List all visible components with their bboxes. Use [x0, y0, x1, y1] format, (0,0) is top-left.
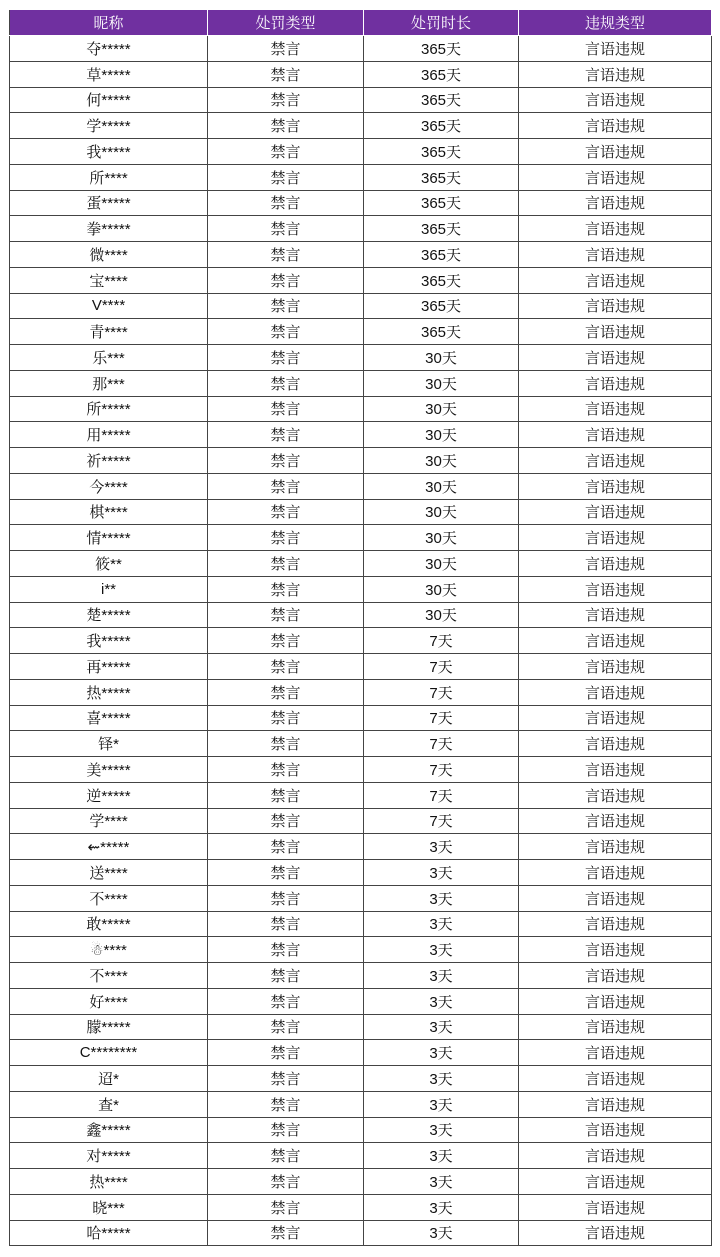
punishment-duration-cell: 3天: [364, 988, 519, 1014]
punishment-duration-cell: 3天: [364, 834, 519, 860]
punishment-duration-cell: 365天: [364, 61, 519, 87]
punishment-duration-cell: 3天: [364, 1143, 519, 1169]
punishment-type-cell: 禁言: [208, 61, 364, 87]
violation-type-cell: 言语违规: [519, 1194, 712, 1220]
punishment-type-cell: 禁言: [208, 1091, 364, 1117]
punishment-type-cell: 禁言: [208, 242, 364, 268]
table-row: [10, 36, 712, 62]
table-row: [10, 473, 712, 499]
punishment-type-cell: 禁言: [208, 139, 364, 165]
punishment-type-cell: 禁言: [208, 1143, 364, 1169]
punishment-duration-cell: 3天: [364, 1194, 519, 1220]
nickname-cell: 夺*****: [10, 36, 208, 62]
nickname-cell: 鑫*****: [10, 1117, 208, 1143]
table-row: [10, 139, 712, 165]
punishment-type-cell: 禁言: [208, 988, 364, 1014]
punishment-duration-cell: 365天: [364, 216, 519, 242]
table-row: [10, 834, 712, 860]
punishment-type-cell: 禁言: [208, 1040, 364, 1066]
table-row: [10, 1220, 712, 1246]
nickname-cell: 敢*****: [10, 911, 208, 937]
punishment-duration-cell: 365天: [364, 36, 519, 62]
table-row: [10, 1040, 712, 1066]
violation-type-cell: 言语违规: [519, 705, 712, 731]
table-row: [10, 216, 712, 242]
violation-type-cell: 言语违规: [519, 602, 712, 628]
table-row: [10, 1014, 712, 1040]
table-row: [10, 911, 712, 937]
punishment-type-cell: 禁言: [208, 113, 364, 139]
punishment-type-cell: 禁言: [208, 525, 364, 551]
nickname-cell: 所*****: [10, 396, 208, 422]
punishment-duration-cell: 365天: [364, 139, 519, 165]
punishment-type-cell: 禁言: [208, 551, 364, 577]
punishment-type-cell: 禁言: [208, 757, 364, 783]
nickname-cell: 我*****: [10, 628, 208, 654]
table-row: [10, 860, 712, 886]
punishment-type-cell: 禁言: [208, 937, 364, 963]
nickname-cell: 那***: [10, 370, 208, 396]
punishment-type-cell: 禁言: [208, 911, 364, 937]
table-row: [10, 422, 712, 448]
nickname-cell: 微****: [10, 242, 208, 268]
table-row: [10, 963, 712, 989]
punishment-duration-cell: 30天: [364, 345, 519, 371]
violation-type-cell: 言语违规: [519, 473, 712, 499]
punishment-duration-cell: 365天: [364, 190, 519, 216]
punishment-duration-cell: 365天: [364, 87, 519, 113]
violation-type-cell: 言语违规: [519, 911, 712, 937]
table-row: [10, 319, 712, 345]
violation-type-cell: 言语违规: [519, 36, 712, 62]
punishment-duration-cell: 30天: [364, 576, 519, 602]
punishment-duration-cell: 30天: [364, 602, 519, 628]
punishment-duration-cell: 7天: [364, 705, 519, 731]
punishment-duration-cell: 30天: [364, 422, 519, 448]
punishment-duration-cell: 3天: [364, 1117, 519, 1143]
nickname-cell: 不****: [10, 885, 208, 911]
table-row: [10, 808, 712, 834]
nickname-cell: 棋****: [10, 499, 208, 525]
punishment-type-cell: 禁言: [208, 293, 364, 319]
punishment-duration-cell: 30天: [364, 551, 519, 577]
punishment-type-cell: 禁言: [208, 834, 364, 860]
punishment-duration-cell: 7天: [364, 654, 519, 680]
nickname-cell: 迢*: [10, 1066, 208, 1092]
violation-type-cell: 言语违规: [519, 782, 712, 808]
punishment-type-cell: 禁言: [208, 267, 364, 293]
violation-type-cell: 言语违规: [519, 1040, 712, 1066]
nickname-cell: 好****: [10, 988, 208, 1014]
header-violation-type: 违规类型: [519, 10, 712, 36]
nickname-cell: 不****: [10, 963, 208, 989]
table-row: [10, 602, 712, 628]
table-row: [10, 1194, 712, 1220]
punishment-type-cell: 禁言: [208, 370, 364, 396]
table-row: [10, 654, 712, 680]
violation-type-cell: 言语违规: [519, 963, 712, 989]
violation-type-cell: 言语违规: [519, 808, 712, 834]
nickname-cell: 晓***: [10, 1194, 208, 1220]
table-row: [10, 1091, 712, 1117]
table-row: [10, 61, 712, 87]
table-row: [10, 1169, 712, 1195]
violation-type-cell: 言语违规: [519, 87, 712, 113]
violation-type-cell: 言语违规: [519, 164, 712, 190]
table-row: [10, 757, 712, 783]
nickname-cell: 宝****: [10, 267, 208, 293]
table-row: [10, 396, 712, 422]
header-nickname: 昵称: [10, 10, 208, 36]
table-row: [10, 1143, 712, 1169]
punishment-duration-cell: 365天: [364, 164, 519, 190]
violation-type-cell: 言语违规: [519, 1091, 712, 1117]
nickname-cell: 再*****: [10, 654, 208, 680]
punishment-type-cell: 禁言: [208, 602, 364, 628]
header-punishment-duration: 处罚时长: [364, 10, 519, 36]
table-row: [10, 705, 712, 731]
table-row: [10, 448, 712, 474]
violation-type-cell: 言语违规: [519, 422, 712, 448]
punishment-duration-cell: 7天: [364, 808, 519, 834]
nickname-cell: C********: [10, 1040, 208, 1066]
punishment-type-cell: 禁言: [208, 448, 364, 474]
table-row: [10, 190, 712, 216]
punishment-table-container: [9, 9, 711, 1246]
violation-type-cell: 言语违规: [519, 216, 712, 242]
punishment-type-cell: 禁言: [208, 679, 364, 705]
punishment-type-cell: 禁言: [208, 576, 364, 602]
punishment-type-cell: 禁言: [208, 87, 364, 113]
punishment-duration-cell: 3天: [364, 860, 519, 886]
nickname-cell: 祈*****: [10, 448, 208, 474]
punishment-table: [9, 9, 712, 1246]
table-row: [10, 551, 712, 577]
nickname-cell: i**: [10, 576, 208, 602]
punishment-duration-cell: 7天: [364, 757, 519, 783]
violation-type-cell: 言语违规: [519, 319, 712, 345]
nickname-cell: 蛋*****: [10, 190, 208, 216]
nickname-cell: ⇜*****: [10, 834, 208, 860]
nickname-cell: 对*****: [10, 1143, 208, 1169]
violation-type-cell: 言语违规: [519, 139, 712, 165]
nickname-cell: 查*: [10, 1091, 208, 1117]
punishment-duration-cell: 365天: [364, 319, 519, 345]
table-row: [10, 782, 712, 808]
punishment-duration-cell: 30天: [364, 370, 519, 396]
violation-type-cell: 言语违规: [519, 267, 712, 293]
nickname-cell: 青****: [10, 319, 208, 345]
table-row: [10, 164, 712, 190]
punishment-type-cell: 禁言: [208, 345, 364, 371]
punishment-duration-cell: 7天: [364, 782, 519, 808]
violation-type-cell: 言语违规: [519, 628, 712, 654]
table-row: [10, 731, 712, 757]
violation-type-cell: 言语违规: [519, 190, 712, 216]
table-row: [10, 885, 712, 911]
table-row: [10, 87, 712, 113]
punishment-type-cell: 禁言: [208, 860, 364, 886]
violation-type-cell: 言语违规: [519, 1014, 712, 1040]
punishment-duration-cell: 30天: [364, 448, 519, 474]
nickname-cell: 乐***: [10, 345, 208, 371]
punishment-duration-cell: 3天: [364, 963, 519, 989]
punishment-duration-cell: 3天: [364, 1091, 519, 1117]
violation-type-cell: 言语违规: [519, 61, 712, 87]
punishment-type-cell: 禁言: [208, 36, 364, 62]
punishment-type-cell: 禁言: [208, 190, 364, 216]
table-header-row: [10, 10, 712, 36]
nickname-cell: 送****: [10, 860, 208, 886]
violation-type-cell: 言语违规: [519, 293, 712, 319]
nickname-cell: 何*****: [10, 87, 208, 113]
punishment-duration-cell: 365天: [364, 113, 519, 139]
violation-type-cell: 言语违规: [519, 988, 712, 1014]
punishment-type-cell: 禁言: [208, 628, 364, 654]
punishment-duration-cell: 7天: [364, 731, 519, 757]
violation-type-cell: 言语违规: [519, 1143, 712, 1169]
violation-type-cell: 言语违规: [519, 345, 712, 371]
table-row: [10, 628, 712, 654]
punishment-duration-cell: 3天: [364, 937, 519, 963]
punishment-duration-cell: 30天: [364, 473, 519, 499]
punishment-duration-cell: 3天: [364, 885, 519, 911]
header-punishment-type: 处罚类型: [208, 10, 364, 36]
table-row: [10, 113, 712, 139]
punishment-duration-cell: 3天: [364, 1040, 519, 1066]
violation-type-cell: 言语违规: [519, 576, 712, 602]
table-row: [10, 370, 712, 396]
punishment-type-cell: 禁言: [208, 1066, 364, 1092]
table-row: [10, 1117, 712, 1143]
nickname-cell: 学*****: [10, 113, 208, 139]
table-row: [10, 242, 712, 268]
punishment-duration-cell: 365天: [364, 293, 519, 319]
violation-type-cell: 言语违规: [519, 1220, 712, 1246]
nickname-cell: 哈*****: [10, 1220, 208, 1246]
violation-type-cell: 言语违规: [519, 860, 712, 886]
table-row: [10, 679, 712, 705]
punishment-duration-cell: 3天: [364, 1014, 519, 1040]
punishment-type-cell: 禁言: [208, 1117, 364, 1143]
punishment-duration-cell: 3天: [364, 1066, 519, 1092]
nickname-cell: 美*****: [10, 757, 208, 783]
violation-type-cell: 言语违规: [519, 1117, 712, 1143]
punishment-duration-cell: 30天: [364, 396, 519, 422]
punishment-type-cell: 禁言: [208, 1014, 364, 1040]
table-row: [10, 525, 712, 551]
violation-type-cell: 言语违规: [519, 499, 712, 525]
violation-type-cell: 言语违规: [519, 679, 712, 705]
violation-type-cell: 言语违规: [519, 113, 712, 139]
punishment-type-cell: 禁言: [208, 422, 364, 448]
punishment-type-cell: 禁言: [208, 164, 364, 190]
nickname-cell: 铎*: [10, 731, 208, 757]
nickname-cell: 情*****: [10, 525, 208, 551]
punishment-type-cell: 禁言: [208, 499, 364, 525]
punishment-duration-cell: 7天: [364, 628, 519, 654]
punishment-type-cell: 禁言: [208, 731, 364, 757]
punishment-type-cell: 禁言: [208, 1194, 364, 1220]
punishment-type-cell: 禁言: [208, 1220, 364, 1246]
violation-type-cell: 言语违规: [519, 1169, 712, 1195]
punishment-duration-cell: 365天: [364, 242, 519, 268]
nickname-cell: ☃****: [10, 937, 208, 963]
nickname-cell: V****: [10, 293, 208, 319]
table-row: [10, 1066, 712, 1092]
violation-type-cell: 言语违规: [519, 885, 712, 911]
punishment-duration-cell: 365天: [364, 267, 519, 293]
nickname-cell: 拳*****: [10, 216, 208, 242]
punishment-duration-cell: 3天: [364, 1169, 519, 1195]
table-row: [10, 499, 712, 525]
punishment-type-cell: 禁言: [208, 963, 364, 989]
violation-type-cell: 言语违规: [519, 1066, 712, 1092]
violation-type-cell: 言语违规: [519, 448, 712, 474]
punishment-duration-cell: 3天: [364, 1220, 519, 1246]
violation-type-cell: 言语违规: [519, 834, 712, 860]
violation-type-cell: 言语违规: [519, 242, 712, 268]
violation-type-cell: 言语违规: [519, 731, 712, 757]
violation-type-cell: 言语违规: [519, 757, 712, 783]
nickname-cell: 草*****: [10, 61, 208, 87]
table-row: [10, 988, 712, 1014]
table-row: [10, 345, 712, 371]
punishment-type-cell: 禁言: [208, 808, 364, 834]
table-body: [10, 36, 712, 1246]
table-row: [10, 937, 712, 963]
punishment-type-cell: 禁言: [208, 705, 364, 731]
nickname-cell: 楚*****: [10, 602, 208, 628]
nickname-cell: 所****: [10, 164, 208, 190]
nickname-cell: 今****: [10, 473, 208, 499]
violation-type-cell: 言语违规: [519, 396, 712, 422]
punishment-type-cell: 禁言: [208, 885, 364, 911]
violation-type-cell: 言语违规: [519, 370, 712, 396]
punishment-type-cell: 禁言: [208, 216, 364, 242]
punishment-duration-cell: 30天: [364, 525, 519, 551]
violation-type-cell: 言语违规: [519, 551, 712, 577]
punishment-type-cell: 禁言: [208, 1169, 364, 1195]
punishment-type-cell: 禁言: [208, 319, 364, 345]
table-row: [10, 267, 712, 293]
punishment-duration-cell: 7天: [364, 679, 519, 705]
nickname-cell: 我*****: [10, 139, 208, 165]
nickname-cell: 朦*****: [10, 1014, 208, 1040]
punishment-type-cell: 禁言: [208, 654, 364, 680]
table-row: [10, 293, 712, 319]
nickname-cell: 热*****: [10, 679, 208, 705]
punishment-duration-cell: 30天: [364, 499, 519, 525]
punishment-type-cell: 禁言: [208, 396, 364, 422]
nickname-cell: 喜*****: [10, 705, 208, 731]
punishment-duration-cell: 3天: [364, 911, 519, 937]
nickname-cell: 热****: [10, 1169, 208, 1195]
violation-type-cell: 言语违规: [519, 525, 712, 551]
nickname-cell: 逆*****: [10, 782, 208, 808]
violation-type-cell: 言语违规: [519, 654, 712, 680]
violation-type-cell: 言语违规: [519, 937, 712, 963]
nickname-cell: 学****: [10, 808, 208, 834]
punishment-type-cell: 禁言: [208, 782, 364, 808]
punishment-type-cell: 禁言: [208, 473, 364, 499]
nickname-cell: 筱**: [10, 551, 208, 577]
nickname-cell: 用*****: [10, 422, 208, 448]
table-row: [10, 576, 712, 602]
